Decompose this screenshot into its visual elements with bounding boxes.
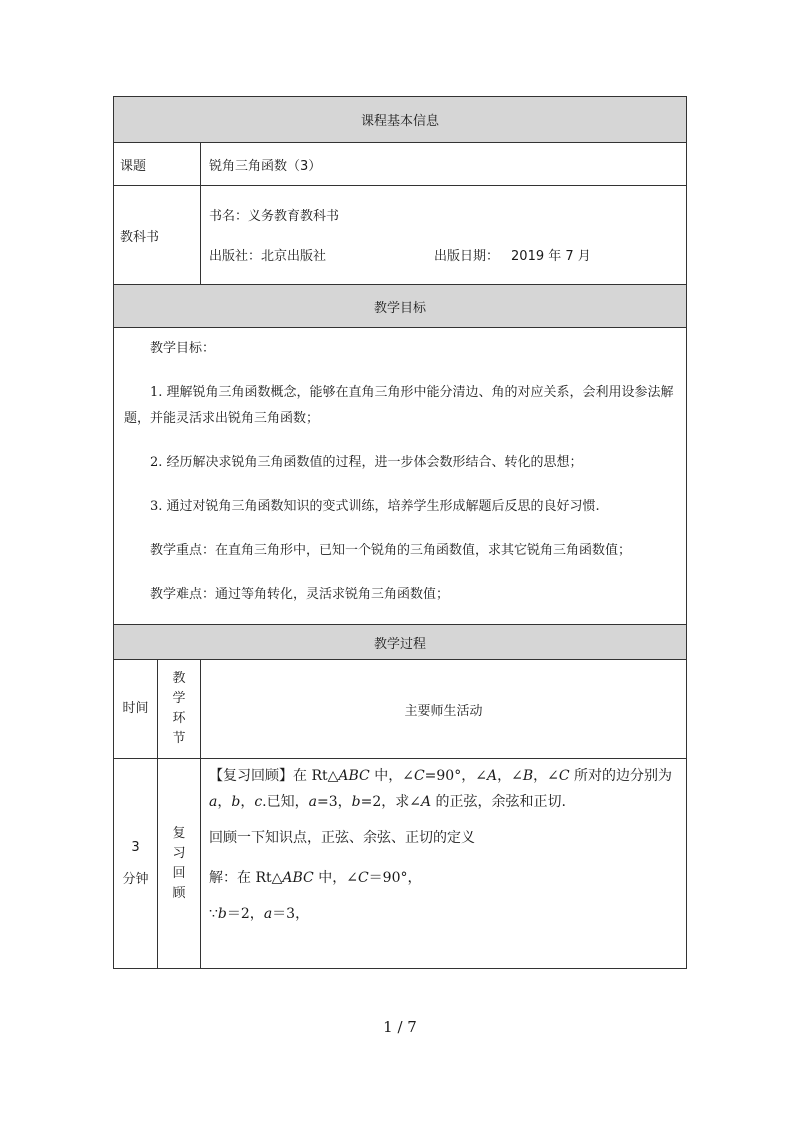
topic-value: 锐角三角函数（3） — [201, 143, 687, 186]
objective-item-2: 2. 经历解决求锐角三角函数值的过程，进一步体会数形结合、转化的思想； — [150, 455, 583, 470]
q-text: 中，∠ — [369, 768, 414, 784]
q-var: c — [254, 794, 263, 810]
publisher: 出版社：北京出版社 — [209, 248, 327, 264]
q-var: C — [413, 768, 425, 784]
q-text: =2，求∠ — [360, 794, 421, 810]
q-var: A — [420, 794, 432, 810]
q-var: b — [351, 794, 361, 810]
since-line — [209, 901, 680, 927]
row-stage-char-2: 习 — [172, 845, 186, 861]
row-stage — [158, 759, 201, 969]
col-stage-char-1: 教 — [172, 671, 186, 686]
q-var: ABC — [338, 768, 370, 784]
col-stage-char-4: 节 — [172, 731, 186, 746]
sol-var: C — [357, 870, 369, 886]
sol-text: ＝90°， — [368, 870, 422, 886]
difficulty: 教学难点：通过等角转化，灵活求锐角三角函数值； — [150, 587, 450, 602]
q-text: 所对的边分别为 — [569, 768, 673, 784]
review-tag: 【复习回顾】 — [209, 768, 293, 784]
q-text: ，∠ — [497, 768, 523, 784]
objectives-content — [114, 328, 687, 625]
pub-date-value: 2019 年 7 月 — [511, 248, 591, 264]
col-stage-char-2: 学 — [172, 691, 186, 706]
page-number: 1 / 7 — [383, 1018, 417, 1036]
q-var: a — [209, 794, 218, 810]
row-time-number: 3 — [131, 839, 140, 855]
sol-text: 中，∠ — [313, 870, 358, 886]
row-stage-char-3: 回 — [172, 865, 186, 881]
q-text: ， — [240, 794, 255, 810]
q-text: 的正弦，余弦和正切. — [431, 794, 566, 810]
textbook-info — [201, 186, 687, 285]
solution-line — [209, 865, 680, 891]
book-name: 书名：义务教育教科书 — [209, 208, 340, 224]
q-text: ，∠ — [533, 768, 559, 784]
review-question — [209, 763, 680, 815]
course-info-header: 课程基本信息 — [114, 97, 687, 143]
q-var: C — [558, 768, 570, 784]
topic-label: 课题 — [114, 143, 201, 186]
since-var: b — [217, 906, 227, 922]
q-text: 在 Rt△ — [293, 768, 339, 784]
col-time: 时间 — [114, 660, 158, 759]
objective-item-3: 3. 通过对锐角三角函数知识的变式训练，培养学生形成解题后反思的良好习惯. — [150, 499, 600, 514]
sol-text: 解：在 Rt△ — [209, 870, 283, 886]
row-stage-char-4: 顾 — [172, 885, 186, 901]
col-stage-char-3: 环 — [172, 711, 186, 726]
q-text: ， — [217, 794, 232, 810]
col-activity: 主要师生活动 — [201, 660, 687, 759]
process-header: 教学过程 — [114, 625, 687, 660]
q-text: .已知， — [262, 794, 309, 810]
q-text: =3， — [316, 794, 352, 810]
objectives-intro: 教学目标： — [150, 341, 216, 356]
pub-date-label: 出版日期： — [434, 248, 500, 264]
publisher-row — [209, 245, 686, 264]
since-text: ＝2， — [226, 906, 264, 922]
since-text: ＝3， — [272, 906, 310, 922]
sol-var: ABC — [282, 870, 314, 886]
recall-line: 回顾一下知识点，正弦、余弦、正切的定义 — [209, 830, 475, 846]
q-var: B — [522, 768, 534, 784]
q-text: =90°，∠ — [424, 768, 487, 784]
row-time-unit: 分钟 — [122, 871, 149, 887]
row-time — [114, 759, 158, 969]
textbook-label: 教科书 — [114, 186, 201, 285]
since-var: a — [263, 906, 273, 922]
objectives-header: 教学目标 — [114, 285, 687, 328]
q-var: A — [486, 768, 498, 784]
since-symbol: ∵ — [209, 906, 218, 922]
objective-item-1: 1. 理解锐角三角函数概念，能够在直角三角形中能分清边、角的对应关系，会利用设参法解题，并能灵活求出锐角三角函数； — [124, 385, 674, 426]
q-var: a — [308, 794, 317, 810]
row-activity — [201, 759, 687, 969]
lesson-plan-table — [113, 96, 687, 969]
key-point: 教学重点：在直角三角形中，已知一个锐角的三角函数值，求其它锐角三角函数值； — [150, 543, 632, 558]
q-var: b — [231, 794, 241, 810]
row-stage-char-1: 复 — [172, 825, 186, 841]
col-stage — [158, 660, 201, 759]
